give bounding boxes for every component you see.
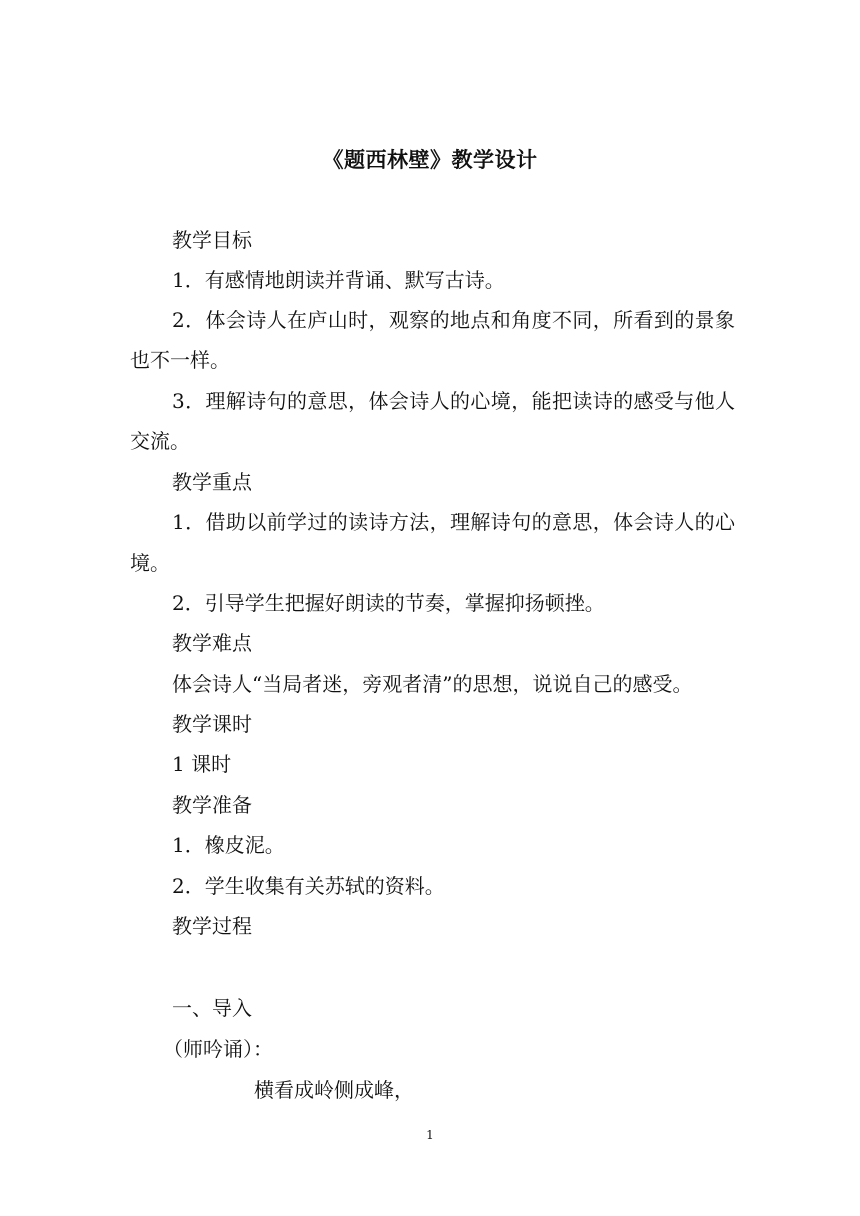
page-number: 1 — [426, 1128, 434, 1142]
goal-item-3-line-1: 3．理解诗句的意思，体会诗人的心境，能把读诗的感受与他人 — [172, 389, 735, 413]
hours-heading: 教学课时 — [172, 712, 252, 736]
difficulty-heading: 教学难点 — [172, 631, 252, 655]
preparation-item-1: 1．橡皮泥。 — [172, 833, 285, 857]
document-title: 《题西林壁》教学设计 — [322, 148, 538, 172]
key-point-1-line-1: 1．借助以前学过的读诗方法，理解诗句的意思，体会诗人的心 — [172, 510, 735, 534]
teacher-note: （师吟诵）： — [163, 1037, 273, 1061]
goal-item-2-line-2: 也不一样。 — [130, 348, 230, 372]
poem-line-1: 横看成岭侧成峰， — [254, 1078, 414, 1102]
goal-item-1: 1．有感情地朗读并背诵、默写古诗。 — [172, 268, 505, 292]
hours-text: 1 课时 — [172, 752, 232, 776]
process-heading: 教学过程 — [172, 914, 252, 938]
preparation-item-2: 2．学生收集有关苏轼的资料。 — [172, 874, 445, 898]
goals-heading: 教学目标 — [172, 228, 252, 252]
section-heading-intro: 一、导入 — [172, 996, 252, 1020]
goal-item-2-line-1: 2．体会诗人在庐山时，观察的地点和角度不同，所看到的景象 — [172, 308, 735, 332]
difficulty-text: 体会诗人“当局者迷，旁观者清”的思想，说说自己的感受。 — [172, 672, 693, 696]
key-point-2: 2．引导学生把握好朗读的节奏，掌握抑扬顿挫。 — [172, 591, 605, 615]
preparation-heading: 教学准备 — [172, 793, 252, 817]
goal-item-3-line-2: 交流。 — [130, 429, 190, 453]
key-points-heading: 教学重点 — [172, 470, 252, 494]
key-point-1-line-2: 境。 — [130, 551, 170, 575]
